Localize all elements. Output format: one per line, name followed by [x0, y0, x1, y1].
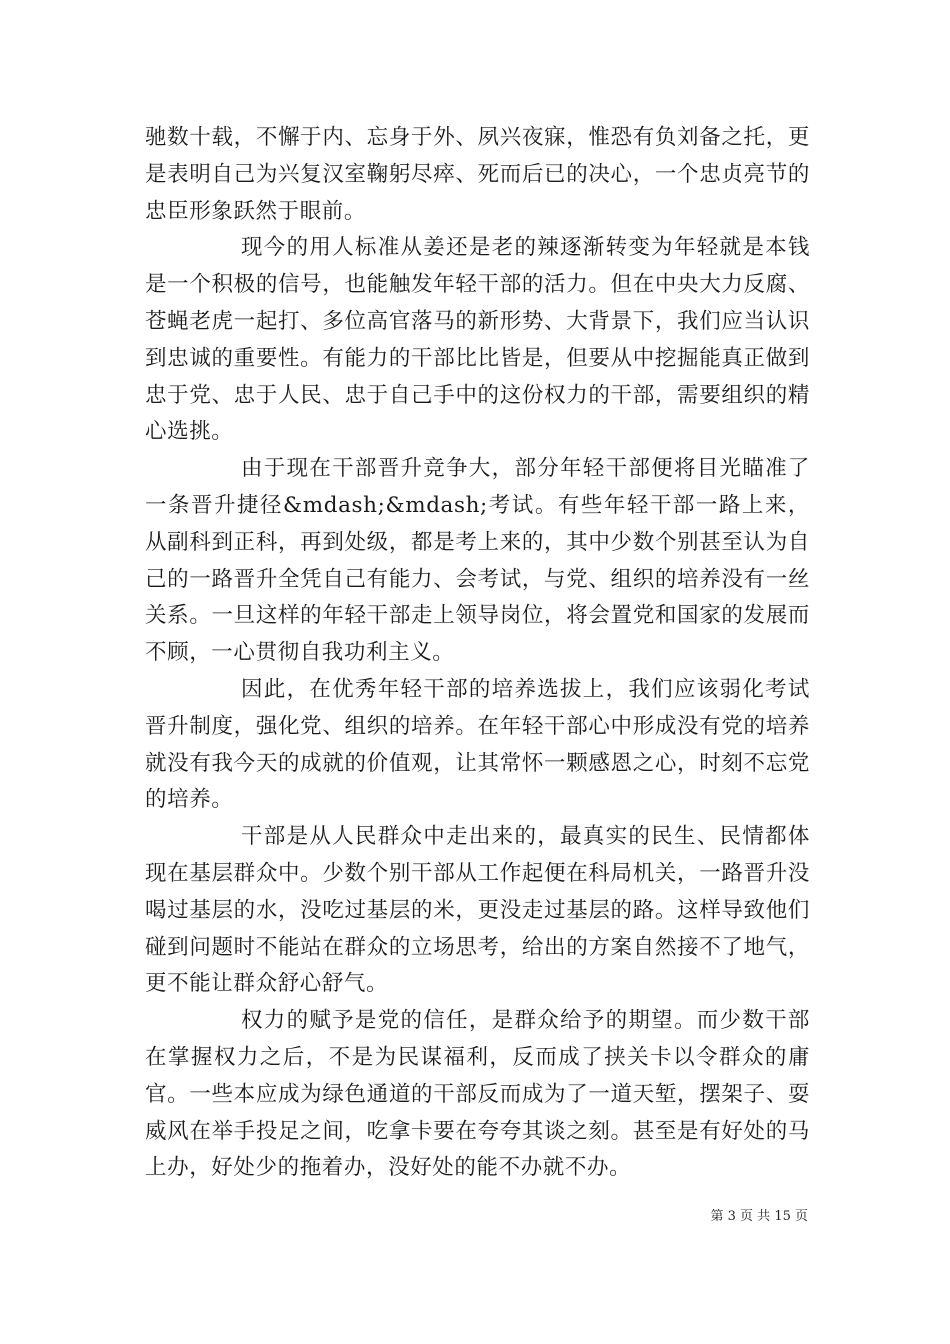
paragraph-4: 因此，在优秀年轻干部的培养选拔上，我们应该弱化考试晋升制度，强化党、组织的培养。在年轻干部心中形成没有党的培养就没有我今天的成就的价值观，让其常怀一颗感恩之心，时刻不忘党的培养。: [145, 676, 810, 813]
paragraph-3: 由于现在干部晋升竞争大，部分年轻干部便将目光瞄准了一条晋升捷径&mdash;&mdash;考试。有些年轻干部一路上来，从副科到正科，再到处级，都是考上来的，其中少数个别甚至认为自己的一路晋升全凭自己有能力、会考试，与党、组织的培养没有一丝关系。一旦这样的年轻干部走上领导岗位，将会置党和国家的发展而不顾，一心贯彻自我功利主义。: [145, 456, 810, 666]
paragraph-5: 干部是从人民群众中走出来的，最真实的民生、民情都体现在基层群众中。少数个别干部从工作起便在科局机关，一路晋升没喝过基层的水，没吃过基层的米，更没走过基层的路。这样导致他们碰到问题时不能站在群众的立场思考，给出的方案自然接不了地气，更不能让群众舒心舒气。: [145, 824, 810, 997]
paragraph-1: 驰数十载，不懈于内、忘身于外、夙兴夜寐，惟恐有负刘备之托，更是表明自己为兴复汉室鞠躬尽瘁、死而后已的决心，一个忠贞亮节的忠臣形象跃然于眼前。: [145, 125, 810, 224]
body-text: [145, 120, 810, 1187]
paragraph-6: 权力的赋予是党的信任，是群众给予的期望。而少数干部在掌握权力之后，不是为民谋福利，反而成了挟关卡以令群众的庸官。一些本应成为绿色通道的干部反而成为了一道天堑，摆架子、耍威风在举手投足之间，吃拿卡要在夸夸其谈之刻。甚至是有好处的马上办，好处少的拖着办，没好处的能不办就不办。: [145, 1008, 810, 1181]
page-number: 第 3 页 共 15 页: [710, 1209, 808, 1224]
paragraph-2: 现今的用人标准从姜还是老的辣逐渐转变为年轻就是本钱是一个积极的信号，也能触发年轻干部的活力。但在中央大力反腐、苍蝇老虎一起打、多位高官落马的新形势、大背景下，我们应当认识到忠诚的重要性。有能力的干部比比皆是，但要从中挖掘能真正做到忠于党、忠于人民、忠于自己手中的这份权力的干部，需要组织的精心选挑。: [145, 235, 810, 445]
